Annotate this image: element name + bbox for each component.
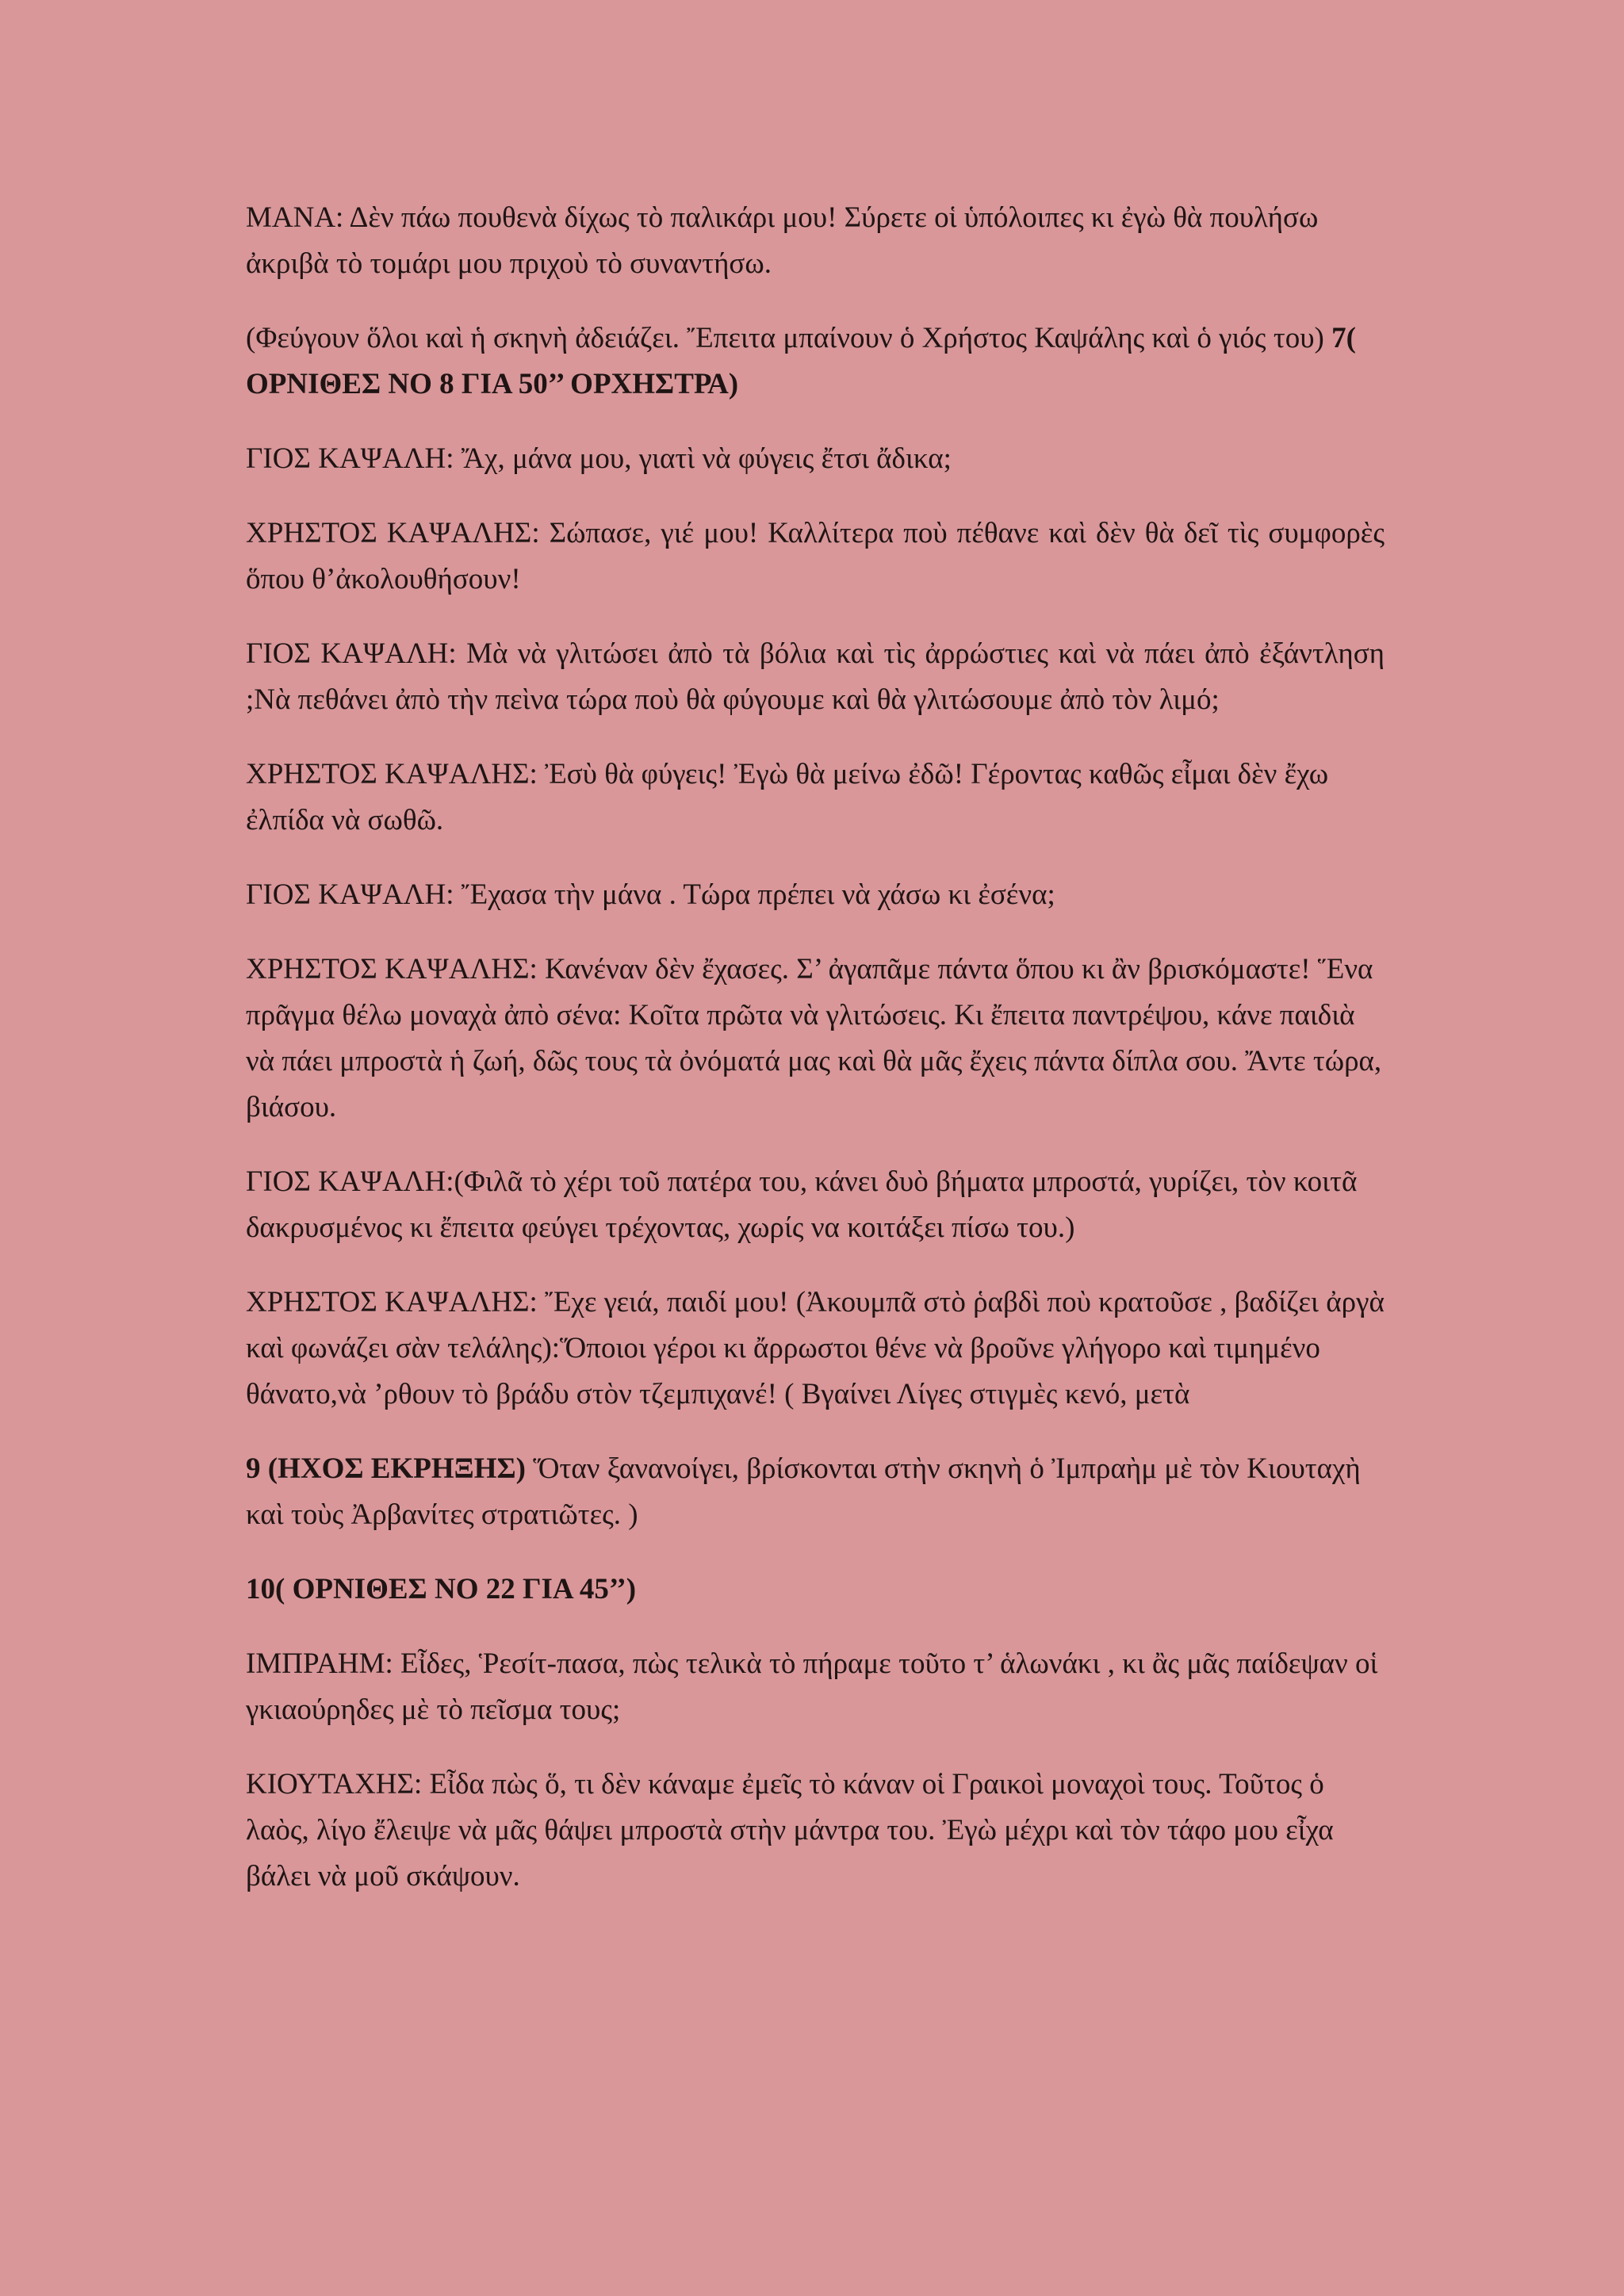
paragraph-text: ΓΙΟΣ ΚΑΨΑΛΗ: Ἄχ, μάνα μου, γιατὶ νὰ φύγεις ἔτσι ἄδικα;: [246, 442, 952, 475]
paragraph-text: ΧΡΗΣΤΟΣ ΚΑΨΑΛΗΣ: Ἔχε γειά, παιδί μου! (Ἀκουμπᾶ στὸ ῥαβδὶ ποὺ κρατοῦσε , βαδίζει ἀργὰ καὶ φωνάζει σὰν τελάλης):Ὅποιοι γέροι κι ἄρρωστοι θένε νὰ βροῦνε γλήγορο καὶ τιμημένο θάνατο,νὰ ’ρθουν τὸ βράδυ στὸν τζεμπιχανέ! ( Βγαίνει Λίγες στιγμὲς κενό, μετὰ: [246, 1286, 1385, 1410]
paragraph-christos-4: [246, 1280, 1385, 1418]
paragraph-ibrahim: [246, 1641, 1385, 1733]
paragraph-christos-1: [246, 511, 1385, 603]
paragraph-text: ΧΡΗΣΤΟΣ ΚΑΨΑΛΗΣ: Ἐσὺ θὰ φύγεις! Ἐγὼ θὰ μείνω ἐδῶ! Γέροντας καθῶς εἶμαι δὲν ἔχω ἐλπίδα νὰ σωθῶ.: [246, 758, 1329, 836]
sound-cue-9: 9 (ΗΧΟΣ ΕΚΡΗΞΗΣ): [246, 1452, 526, 1485]
paragraph-text: ΓΙΟΣ ΚΑΨΑΛΗ:(Φιλᾶ τὸ χέρι τοῦ πατέρα του, κάνει δυὸ βήματα μπροστά, γυρίζει, τὸν κοιτᾶ δακρυσμένος κι ἔπειτα φεύγει τρέχοντας, χωρίς να κοιτάξει πίσω του.): [246, 1165, 1358, 1244]
paragraph-text: ΧΡΗΣΤΟΣ ΚΑΨΑΛΗΣ: Σώπασε, γιέ μου! Καλλίτερα ποὺ πέθανε καὶ δὲν θὰ δεῖ τὶς συμφορὲς ὅπου θ’ἀκολουθήσουν!: [246, 517, 1385, 595]
paragraph-christos-3: [246, 947, 1385, 1131]
paragraph-text: Ὅταν ξανανοίγει, βρίσκονται στὴν σκηνὴ ὁ Ἰμπραὴμ μὲ τὸν Κιουταχὴ καὶ τοὺς Ἀρβανίτες στρατιῶτες. ): [246, 1452, 1361, 1531]
paragraph-explosion: [246, 1446, 1385, 1538]
paragraph-text: ΚΙΟΥΤΑΧΗΣ: Εἶδα πὼς ὅ, τι δὲν κάναμε ἐμεῖς τὸ κάναν οἱ Γραικοὶ μοναχοὶ τους. Τοῦτος ὁ λαὸς, λίγο ἔλειψε νὰ μᾶς θάψει μπροστὰ στὴν μάντρα του. Ἐγὼ μέχρι καὶ τὸν τάφο μου εἶχα βάλει νὰ μοῦ σκάψουν.: [246, 1768, 1334, 1892]
sound-cue-7: 7( ΟΡΝΙΘΕΣ ΝΟ 8 ΓΙΑ 50’’ ΟΡΧΗΣΤΡΑ): [246, 322, 1356, 400]
document-page: [246, 195, 1385, 1928]
paragraph-text: ΧΡΗΣΤΟΣ ΚΑΨΑΛΗΣ: Κανέναν δὲν ἔχασες. Σ’ ἀγαπᾶμε πάντα ὅπου κι ἂν βρισκόμαστε! Ἕνα πρᾶγμα θέλω μοναχὰ ἀπὸ σένα: Κοῖτα πρῶτα νὰ γλιτώσεις. Κι ἔπειτα παντρέψου, κάνε παιδιὰ νὰ πάει μπροστὰ ἡ ζωή, δῶς τους τὰ ὀνόματά μας καὶ θὰ μᾶς ἔχεις πάντα δίπλα σου. Ἄντε τώρα, βιάσου.: [246, 953, 1382, 1123]
paragraph-text: ΙΜΠΡΑΗΜ: Εἶδες, Ῥεσίτ-πασα, πὼς τελικὰ τὸ πήραμε τοῦτο τ’ ἁλωνάκι , κι ἂς μᾶς παίδεψαν οἱ γκιαούρηδες μὲ τὸ πεῖσμα τους;: [246, 1647, 1378, 1726]
paragraph-text: (Φεύγουν ὅλοι καὶ ἡ σκηνὴ ἀδειάζει. Ἔπειτα μπαίνουν ὁ Χρήστος Καψάλης καὶ ὁ γιός του): [246, 322, 1332, 354]
paragraph-son-4: [246, 1159, 1385, 1251]
sound-cue-10: 10( ΟΡΝΙΘΕΣ ΝΟ 22 ΓΙΑ 45’’): [246, 1573, 637, 1605]
paragraph-text: ΜΑΝΑ: Δὲν πάω πουθενὰ δίχως τὸ παλικάρι μου! Σύρετε οἱ ὑπόλοιπες κι ἐγὼ θὰ πουλήσω ἀκριβὰ τὸ τομάρι μου πριχοὺ τὸ συναντήσω.: [246, 201, 1319, 280]
paragraph-christos-2: [246, 752, 1385, 844]
paragraph-text: ΓΙΟΣ ΚΑΨΑΛΗ: Ἔχασα τὴν μάνα . Τώρα πρέπει νὰ χάσω κι ἐσένα;: [246, 878, 1055, 911]
paragraph-kioutachis: [246, 1762, 1385, 1900]
paragraph-stage-direction-exit: [246, 316, 1385, 408]
paragraph-son-1: [246, 436, 1385, 482]
paragraph-mana: [246, 195, 1385, 287]
paragraph-text: ΓΙΟΣ ΚΑΨΑΛΗ: Μὰ νὰ γλιτώσει ἀπὸ τὰ βόλια καὶ τὶς ἀρρώστιες καὶ νὰ πάει ἀπὸ ἐξάντληση ;Νὰ πεθάνει ἀπὸ τὴν πεὶνα τώρα ποὺ θὰ φύγουμε καὶ θὰ γλιτώσουμε ἀπὸ τὸν λιμό;: [246, 637, 1385, 716]
paragraph-sound-cue-10: [246, 1567, 1385, 1613]
paragraph-son-3: [246, 872, 1385, 918]
paragraph-son-2: [246, 631, 1385, 723]
